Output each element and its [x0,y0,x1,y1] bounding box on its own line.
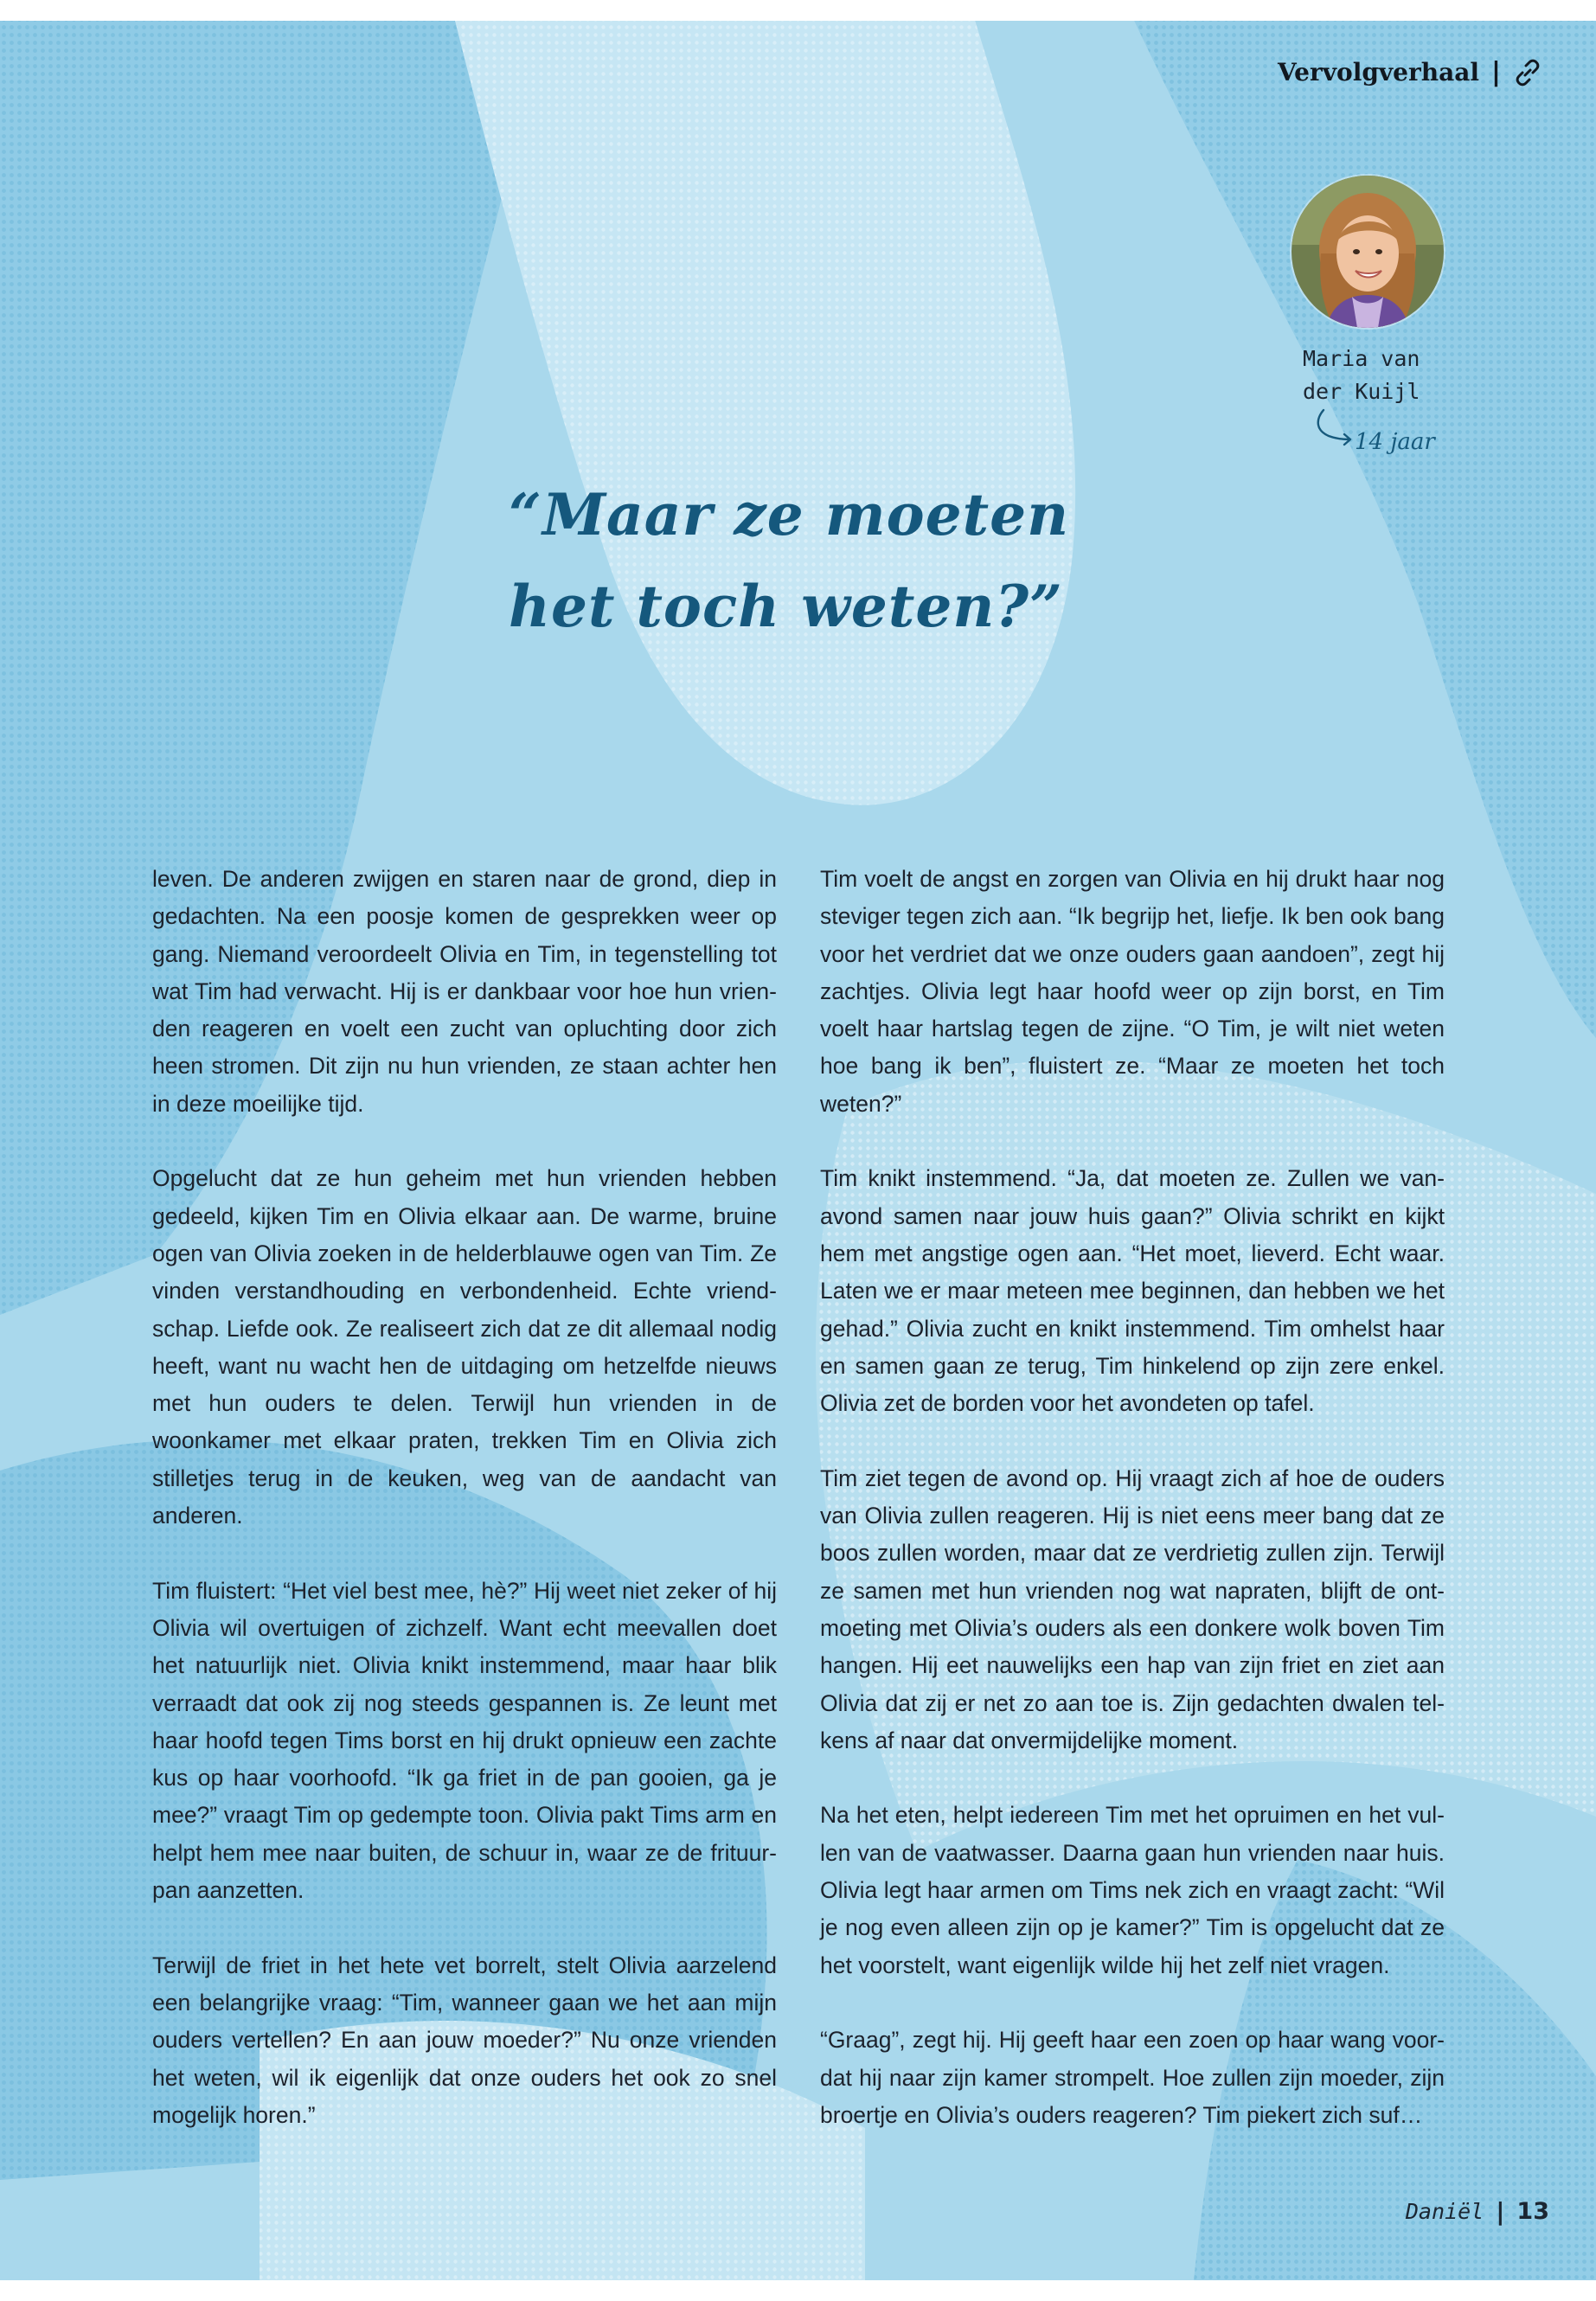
paragraph: Opgelucht dat ze hun geheim met hun vrienden hebben gedeeld, kijken Tim en Olivia elkaar aan. De warme, bruine ogen van Olivia zoeken in de helderblauwe ogen van Tim. Ze vinden verstandhouding en verbondenheid. Echte vriendschap. Liefde ook. Ze realiseert zich dat ze dit allemaal nodig heeft, want nu wacht hen de uitdaging om hetzelfde nieuws met hun ouders te delen. Terwijl hun vrienden in de woonkamer met elkaar praten, trekken Tim en Olivia zich stilletjes terug in de keuken, weg van de aandacht van anderen. [152,1165,777,1529]
article-column-right [820,861,1445,2134]
paragraph: leven. De anderen zwijgen en staren naar de grond, diep in gedachten. Na een poosje komen de gesprekken weer op gang. Niemand veroordeelt Olivia en Tim, in tegenstelling tot wat Tim had verwacht. Hij is er dankbaar voor hoe hun vrienden reageren en voelt een zucht van opluchting door zich heen stromen. Dit zijn nu hun vrienden, ze staan achter hen in deze moeilijke tijd. [152,866,777,1117]
article-column-left [152,861,777,2134]
paragraph: Tim knikt instemmend. “Ja, dat moeten ze. Zullen we vanavond samen naar jouw huis gaan?” Olivia schrikt en kijkt hem met angstige ogen aan. “Het moet, lieverd. Echt waar. Laten we er maar meteen mee beginnen, dan hebben we het gehad.” Olivia zucht en knikt instemmend. Tim omhelst haar en samen gaan ze terug, Tim hinkelend op zijn zere enkel. Olivia zet de borden voor het avondeten op tafel. [820,1165,1445,1417]
paragraph: “Graag”, zegt hij. Hij geeft haar een zoen op haar wang voordat hij naar zijn kamer strompelt. Hoe zullen zijn moeder, zijn broertje en Olivia’s ouders reageren? Tim piekert zich suf… [820,2027,1445,2128]
link-icon [1513,58,1542,87]
footer-separator: | [1496,2197,1505,2226]
page-edge-bottom [0,2280,1596,2301]
paragraph: Na het eten, helpt iedereen Tim met het opruimen en het vullen van de vaatwasser. Daarna gaan hun vrienden naar huis. Olivia legt haar armen om Tims nek zich en vraagt zacht: “Wil je nog even alleen zijn op je kamer?” Tim is opgelucht dat ze het voorstelt, want eigenlijk wilde hij het zelf niet vragen. [820,1802,1445,1978]
magazine-name: Daniël [1405,2199,1484,2224]
headline-line-2: het toch weten?” [509,573,1064,640]
paragraph: Terwijl de friet in het hete vet borrelt, stelt Olivia aarzelend een belangrijke vraag: “Tim, wanneer gaan we het aan mijn ouders vertellen? En aan jouw moeder?” Nu onze vrienden het weten, wil ik eigenlijk dat onze ouders het ook zo snel mogelijk horen.” [152,1952,777,2128]
page-number: 13 [1516,2198,1549,2225]
author-portrait-icon [1292,176,1444,328]
section-label: Vervolgverhaal [1278,58,1480,87]
section-header [1278,57,1542,87]
page-footer [1406,2197,1549,2226]
headline-line-1: “Maar ze moeten [509,481,1070,548]
author-name: Maria van der Kuijl [1303,346,1420,404]
paragraph: Tim ziet tegen de avond op. Hij vraagt zich af hoe de ouders van Olivia zullen reageren. Hij is niet eens meer bang dat ze boos zullen worden, maar dat ze verdrietig zullen zijn. Terwijl ze samen met hun vrienden nog wat napraten, blijft de ontmoeting met Olivia’s ouders als een donkere wolk boven Tim hangen. Hij eet nauwelijks een hap van zijn friet en ziet aan Olivia dat zij er net zo aan toe is. Zijn gedachten dwalen telkens af naar dat onvermijdelijke moment. [820,1465,1445,1753]
author-age: 14 jaar [1355,429,1435,455]
article-headline [509,469,1166,652]
paragraph: Tim fluistert: “Het viel best mee, hè?” Hij weet niet zeker of hij Olivia wil overtuigen of zichzelf. Want echt meevallen doet het natuurlijk niet. Olivia knikt instemmend, maar haar blik verraadt dat ook zij nog steeds gespannen is. Ze leunt met haar hoofd tegen Tims borst en hij drukt opnieuw een zachte kus op haar voorhoofd. “Ik ga friet in de pan gooien, ga je mee?” vraagt Tim op gedempte toon. Olivia pakt Tims arm en helpt hem mee naar buiten, de schuur in, waar ze de frituurpan aanzetten. [152,1577,777,1904]
header-separator: | [1491,57,1501,87]
paragraph: Tim voelt de angst en zorgen van Olivia en hij drukt haar nog steviger tegen zich aan. “Ik begrijp het, liefje. Ik ben ook bang voor het verdriet dat we onze ouders gaan aandoen”, zegt hij zachtjes. Olivia legt haar hoofd weer op zijn borst, en Tim voelt haar hartslag tegen de zijne. “O Tim, je wilt niet weten hoe bang ik ben”, fluistert ze. “Maar ze moeten het toch weten?” [820,866,1445,1117]
page-edge-top [0,0,1596,21]
author-photo [1292,176,1444,328]
